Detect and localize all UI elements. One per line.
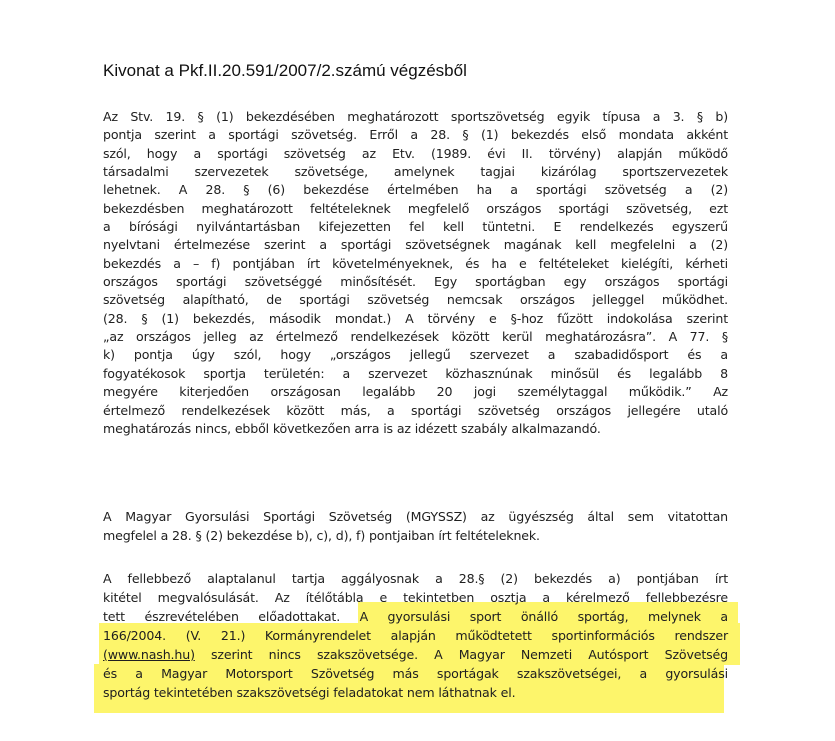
text-line: meghatározás nincs, ebből következően arra is az idézett szabály alkalmazandó. [103,420,601,436]
text-line: lehetnek. A 28. § (6) bekezdése értelmében ha a sportági szövetség a (2) [103,182,728,198]
highlighted-line: és a Magyar Motorsport Szövetség más sportágak szakszövetségei, a gyorsulási [103,666,728,681]
document-title: Kivonat a Pkf.II.20.591/2007/2.számú végzésből [103,61,467,80]
text-line: nyelvtani értelmezése szerint a sportági szövetségnek magának kell megfelelni a (2) [103,237,728,253]
text-line: Az Stv. 19. § (1) bekezdésében meghatározott sportszövetség egyik típusa a 3. § b) [103,109,728,124]
text-line: fogyatékosok sportja területén: a szervezet közhasznúnak minősül és legalább 8 [103,365,728,381]
text-line: országos sportági szövetséggé minősítését. Egy sportágban egy országos sportági [103,274,728,290]
text-line: k) pontja úgy szól, hogy „országos jellegű szervezet a szabadidősport és a [103,347,728,363]
highlighted-line-with-link [103,645,728,664]
highlighted-line: 166/2004. (V. 21.) Kormányrendelet alapján működtetett sportinformációs rendszer [103,628,728,643]
text-line: szövetség alapítható, de sportági szövetség nemcsak országos jelleggel működhet. [103,292,728,308]
text-line: megfelel a 28. § (2) bekezdése b), c), d), f) pontjaiban írt feltételeknek. [103,528,540,543]
paragraph-appeal [103,569,728,702]
highlighted-text: A gyorsulási sport önálló sportág, melynek a [359,609,728,624]
text-line: kitétel megvalósulását. Az ítélőtábla e tekintetben osztja a kérelmező fellebbezésre [103,590,728,605]
text-line: pontja szerint a sportági szövetség. Erről a 28. § (1) bekezdés első mondata akként [103,127,728,143]
text-line: a bírósági nyilvántartásban kifejezetten fel kell tüntetni. E rendelkezés egyszerű [103,219,728,235]
text-line: értelmező rendelkezések között más, a sportági szövetség országos jellegére utaló [103,402,728,418]
highlighted-line: sportág tekintetében szakszövetségi feladatokat nem láthatnak el. [103,685,516,700]
text-line: szól, hogy a sportági szövetség az Etv. (1989. évi II. törvény) alapján működő [103,145,728,161]
text-line: (28. § (1) bekezdés, második mondat.) A törvény e §-hoz fűzött indokolása szerint [103,310,728,326]
text-line: „az országos jelleg az értelmező rendelkezések között kerül meghatározásra”. A 77. § [103,329,728,345]
text-line: társadalmi szervezetek szövetsége, amelynek tagjai kizárólag sportszervezetek [103,164,728,180]
text-line: A Magyar Gyorsulási Sportági Szövetség (MGYSSZ) az ügyészség által sem vitatottan [103,509,728,524]
website-reference: (www.nash.hu) [103,647,195,662]
text-line: megyére kiterjedően országosan legalább 20 jogi személytaggal működik.” Az [103,384,728,400]
text-line: bekezdés a – f) pontjában írt követelményeknek, és ha e feltételeket kielégíti, kérheti [103,255,728,271]
text-line: A fellebbező alaptalanul tartja aggályosnak a 28.§ (2) bekezdés a) pontjában írt [103,571,728,586]
plain-text: tett észrevételében előadottakat. [103,609,341,624]
paragraph-mgyssz [103,507,728,545]
paragraph-legal-analysis [103,108,728,438]
text-line: bekezdésben meghatározott feltételeknek megfelelő országos sportági szövetség, ezt [103,200,728,216]
text-line-mixed [103,607,728,626]
highlighted-text: szerint nincs szakszövetsége. A Magyar Nemzeti Autósport Szövetség [211,647,729,662]
